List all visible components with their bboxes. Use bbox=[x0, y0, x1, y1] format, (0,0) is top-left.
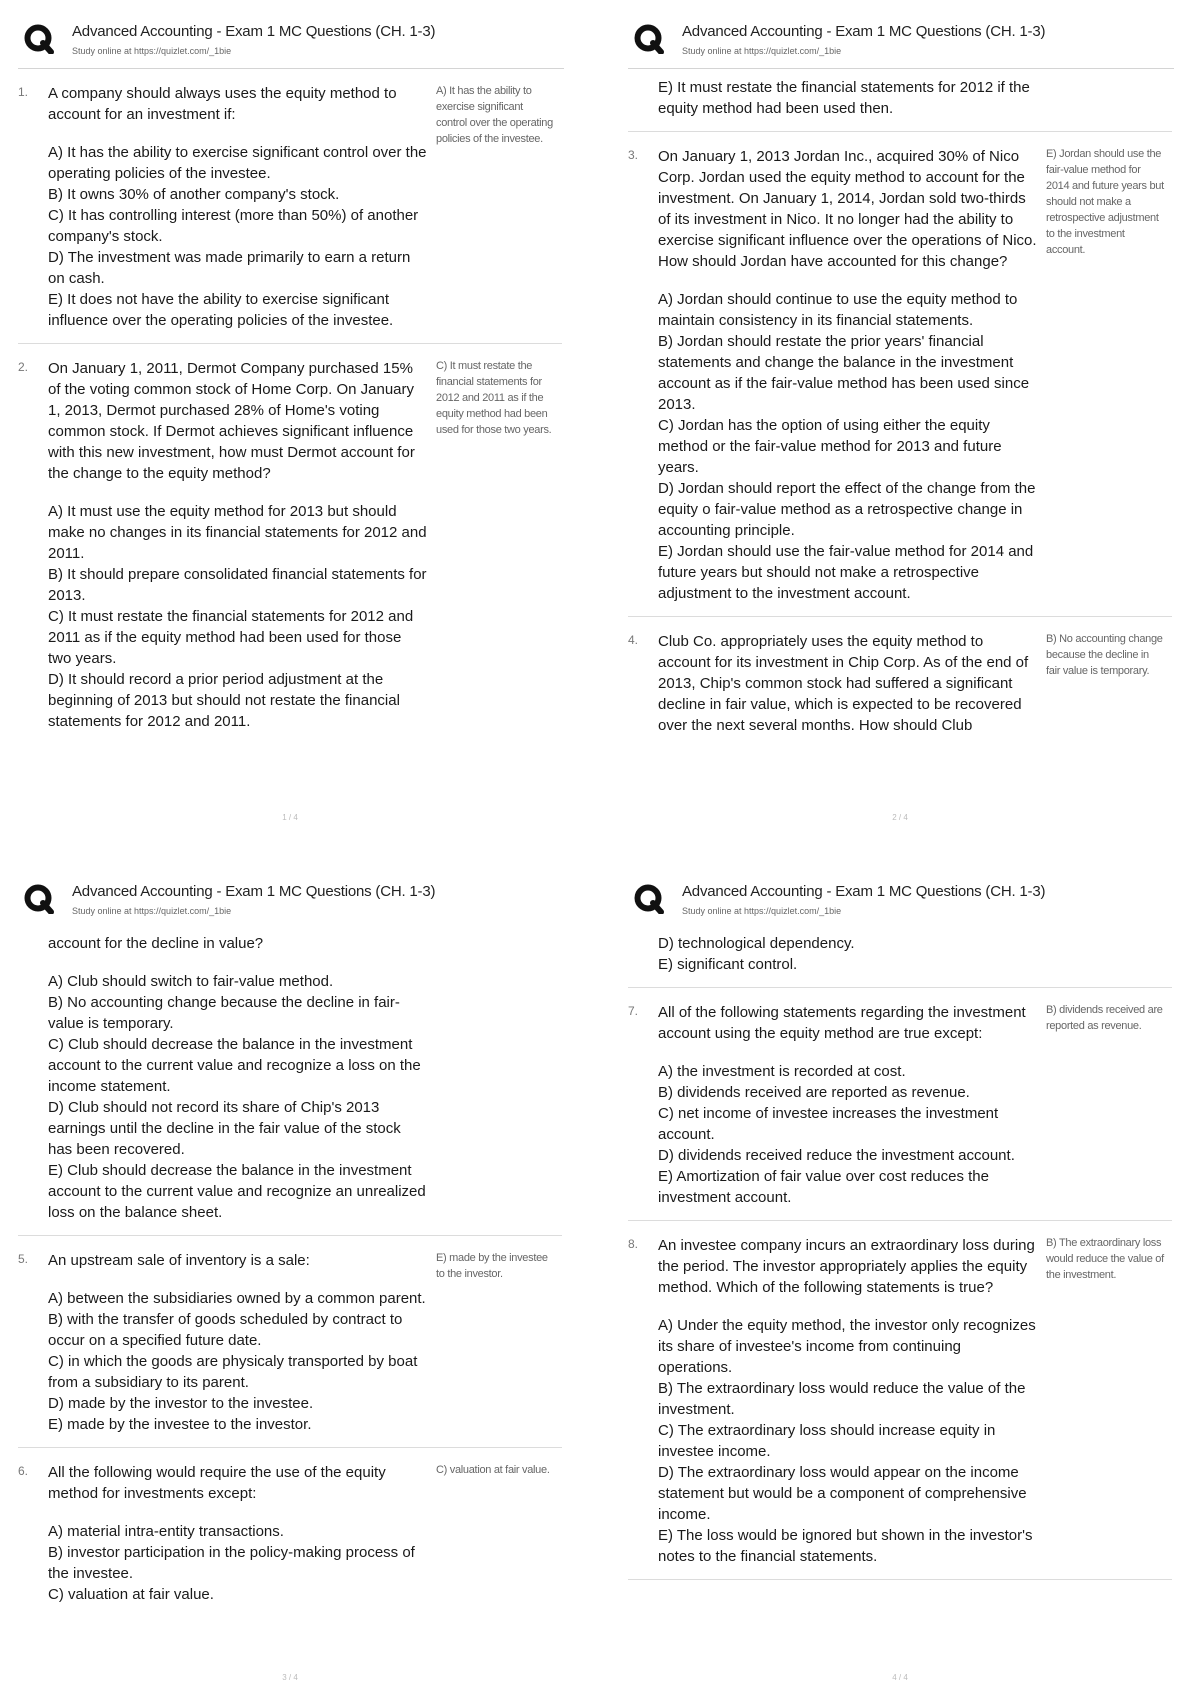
question-stem: Club Co. appropriately uses the equity method to account for its investment in Chip Corp. As of the end of 2013, Chip's common stock had suffered a significant decline in fair value, which is expected to be recovered over the next several months. How should Club bbox=[658, 633, 1029, 734]
document-page-4 bbox=[620, 870, 1180, 1700]
answer-option: E) The loss would be ignored but shown in the investor's notes to the financial statements. bbox=[658, 1527, 1033, 1565]
answer-option: A) Under the equity method, the investor only recognizes its share of investee's income from continuing operations. bbox=[658, 1317, 1036, 1376]
study-online-link[interactable]: Study online at https://quizlet.com/_1bie bbox=[682, 46, 842, 56]
question-number: 6. bbox=[18, 1464, 29, 1478]
question-stem: A company should always uses the equity method to account for an investment if: bbox=[48, 85, 397, 123]
question-number: 3. bbox=[628, 148, 639, 162]
page-footer: 4 / 4 bbox=[892, 1673, 908, 1682]
study-online-link[interactable]: Study online at https://quizlet.com/_1bie bbox=[72, 46, 232, 56]
question-row bbox=[628, 1221, 1172, 1580]
document-title: Advanced Accounting - Exam 1 MC Questions (CH. 1-3) bbox=[72, 883, 436, 900]
document-title: Advanced Accounting - Exam 1 MC Questions (CH. 1-3) bbox=[72, 23, 436, 40]
question-row bbox=[18, 69, 562, 344]
question-row bbox=[628, 132, 1172, 617]
quizlet-logo-icon bbox=[634, 884, 664, 914]
question-number: 8. bbox=[628, 1237, 639, 1251]
answer-option: A) between the subsidiaries owned by a common parent. bbox=[48, 1290, 426, 1307]
question-stem: All of the following statements regarding the investment account using the equity method are true except: bbox=[658, 1004, 1026, 1042]
correct-answer: A) It has the ability to exercise significant control over the operating policies of the investee. bbox=[436, 85, 553, 145]
answer-option: A) material intra-entity transactions. bbox=[48, 1523, 284, 1540]
correct-answer: B) No accounting change because the decline in fair value is temporary. bbox=[1046, 633, 1163, 677]
answer-option: B) investor participation in the policy-making process of the investee. bbox=[48, 1544, 415, 1582]
question-number: 5. bbox=[18, 1252, 29, 1266]
question-stem: On January 1, 2011, Dermot Company purchased 15% of the voting common stock of Home Corp. On January 1, 2013, Dermot purchased 28% of Home's voting common stock. If Dermot achieves significant influence with this new investment, how must Dermot account for the change to the equity method? bbox=[48, 360, 415, 482]
answer-option: B) The extraordinary loss would reduce the value of the investment. bbox=[658, 1380, 1026, 1418]
answer-option: E) Amortization of fair value over cost reduces the investment account. bbox=[658, 1168, 989, 1206]
answer-option: E) It does not have the ability to exercise significant influence over the operating policies of the investee. bbox=[48, 291, 394, 329]
correct-answer: E) Jordan should use the fair-value method for 2014 and future years but should not make a retrospective adjustment to the investment account. bbox=[1046, 148, 1164, 256]
question-row bbox=[18, 1448, 562, 1617]
answer-option: B) It should prepare consolidated financial statements for 2013. bbox=[48, 566, 427, 604]
answer-option: A) the investment is recorded at cost. bbox=[658, 1063, 906, 1080]
document-title: Advanced Accounting - Exam 1 MC Questions (CH. 1-3) bbox=[682, 883, 1046, 900]
answer-option: B) No accounting change because the decline in fair-value is temporary. bbox=[48, 994, 400, 1032]
answer-option: E) Club should decrease the balance in the investment account to the current value and recognize an unrealized loss on the balance sheet. bbox=[48, 1162, 426, 1221]
question-row bbox=[18, 344, 562, 744]
answer-option: B) dividends received are reported as revenue. bbox=[658, 1084, 970, 1101]
answer-option: C) net income of investee increases the investment account. bbox=[658, 1105, 999, 1143]
question-number: 7. bbox=[628, 1004, 639, 1018]
answer-option: A) It must use the equity method for 2013 but should make no changes in its financial statements for 2012 and 2011. bbox=[48, 503, 427, 562]
answer-option: A) Club should switch to fair-value method. bbox=[48, 973, 334, 990]
page-footer: 2 / 4 bbox=[892, 813, 908, 822]
correct-answer: E) made by the investee to the investor. bbox=[436, 1252, 548, 1280]
answer-option: D) It should record a prior period adjustment at the beginning of 2013 but should not restate the financial statements for 2012 and 2011. bbox=[48, 671, 400, 730]
correct-answer: B) dividends received are reported as revenue. bbox=[1046, 1004, 1163, 1032]
answer-option: E) made by the investee to the investor. bbox=[48, 1416, 312, 1433]
correct-answer: B) The extraordinary loss would reduce the value of the investment. bbox=[1046, 1237, 1164, 1281]
question-row bbox=[628, 988, 1172, 1221]
question-row bbox=[628, 617, 1172, 748]
question-number: 4. bbox=[628, 633, 639, 647]
study-online-link[interactable]: Study online at https://quizlet.com/_1bie bbox=[682, 906, 842, 916]
question-continuation bbox=[628, 69, 1172, 132]
question-number: 2. bbox=[18, 360, 29, 374]
question-stem: An investee company incurs an extraordinary loss during the period. The investor appropriately applies the equity method. Which of the following statements is true? bbox=[658, 1237, 1035, 1296]
answer-option: D) technological dependency. bbox=[658, 935, 855, 952]
document-page-3 bbox=[10, 870, 570, 1700]
document-title: Advanced Accounting - Exam 1 MC Questions (CH. 1-3) bbox=[682, 23, 1046, 40]
question-row bbox=[18, 1236, 562, 1448]
answer-option: C) valuation at fair value. bbox=[48, 1586, 214, 1603]
answer-option: A) It has the ability to exercise significant control over the operating policies of the investee. bbox=[48, 144, 427, 182]
study-online-link[interactable]: Study online at https://quizlet.com/_1bie bbox=[72, 906, 232, 916]
answer-option: D) made by the investor to the investee. bbox=[48, 1395, 314, 1412]
question-stem: On January 1, 2013 Jordan Inc., acquired 30% of Nico Corp. Jordan used the equity method to account for the investment. On January 1, 2014, Jordan sold two-thirds of its investment in Nico. It no longer had the ability to exercise significant influence over the operations of Nico. How should Jordan have accounted for this change? bbox=[658, 148, 1037, 270]
page-header bbox=[18, 870, 570, 916]
page-footer: 1 / 4 bbox=[282, 813, 298, 822]
page-header bbox=[18, 10, 570, 56]
answer-option: C) in which the goods are physicaly transported by boat from a subsidiary to its parent. bbox=[48, 1353, 418, 1391]
question-continuation bbox=[18, 925, 562, 1236]
quizlet-logo-icon bbox=[634, 24, 664, 54]
correct-answer: C) It must restate the financial statements for 2012 and 2011 as if the equity method had been used for those two years. bbox=[436, 360, 552, 436]
answer-option: B) Jordan should restate the prior years' financial statements and change the balance in the investment account as if the fair-value method has been used since 2013. bbox=[658, 333, 1030, 413]
quizlet-logo-icon bbox=[24, 884, 54, 914]
answer-option: D) The extraordinary loss would appear on the income statement but would be a component of comprehensive income. bbox=[658, 1464, 1027, 1523]
page-header bbox=[628, 870, 1180, 916]
answer-option: B) It owns 30% of another company's stock. bbox=[48, 186, 340, 203]
answer-option: B) with the transfer of goods scheduled by contract to occur on a specified future date. bbox=[48, 1311, 403, 1349]
answer-option: C) Jordan has the option of using either the equity method or the fair-value method for 2013 and future years. bbox=[658, 417, 1002, 476]
answer-option: E) significant control. bbox=[658, 956, 798, 973]
answer-option: D) Club should not record its share of Chip's 2013 earnings until the decline in the fair value of the stock has been recovered. bbox=[48, 1099, 401, 1158]
answer-option: E) It must restate the financial statements for 2012 if the equity method had been used then. bbox=[658, 79, 1030, 117]
answer-option: D) The investment was made primarily to earn a return on cash. bbox=[48, 249, 411, 287]
document-page-1 bbox=[10, 10, 570, 840]
question-stem: account for the decline in value? bbox=[48, 935, 264, 952]
page-footer: 3 / 4 bbox=[282, 1673, 298, 1682]
answer-option: E) Jordan should use the fair-value method for 2014 and future years but should not make a retrospective adjustment to the investment account. bbox=[658, 543, 1034, 602]
question-number: 1. bbox=[18, 85, 29, 99]
question-continuation bbox=[628, 925, 1172, 988]
answer-option: C) The extraordinary loss should increase equity in investee income. bbox=[658, 1422, 996, 1460]
answer-option: C) Club should decrease the balance in the investment account to the current value and recognize a loss on the income statement. bbox=[48, 1036, 421, 1095]
correct-answer: C) valuation at fair value. bbox=[436, 1464, 550, 1476]
page-header bbox=[628, 10, 1180, 56]
answer-option: D) dividends received reduce the investment account. bbox=[658, 1147, 1015, 1164]
answer-option: C) It has controlling interest (more than 50%) of another company's stock. bbox=[48, 207, 419, 245]
question-stem: An upstream sale of inventory is a sale: bbox=[48, 1252, 310, 1269]
answer-option: C) It must restate the financial statements for 2012 and 2011 as if the equity method had been used for those two years. bbox=[48, 608, 414, 667]
answer-option: D) Jordan should report the effect of the change from the equity o fair-value method as a retrospective change in accounting principle. bbox=[658, 480, 1036, 539]
question-stem: All the following would require the use of the equity method for investments except: bbox=[48, 1464, 386, 1502]
quizlet-logo-icon bbox=[24, 24, 54, 54]
document-page-2 bbox=[620, 10, 1180, 840]
answer-option: A) Jordan should continue to use the equity method to maintain consistency in its financial statements. bbox=[658, 291, 1018, 329]
